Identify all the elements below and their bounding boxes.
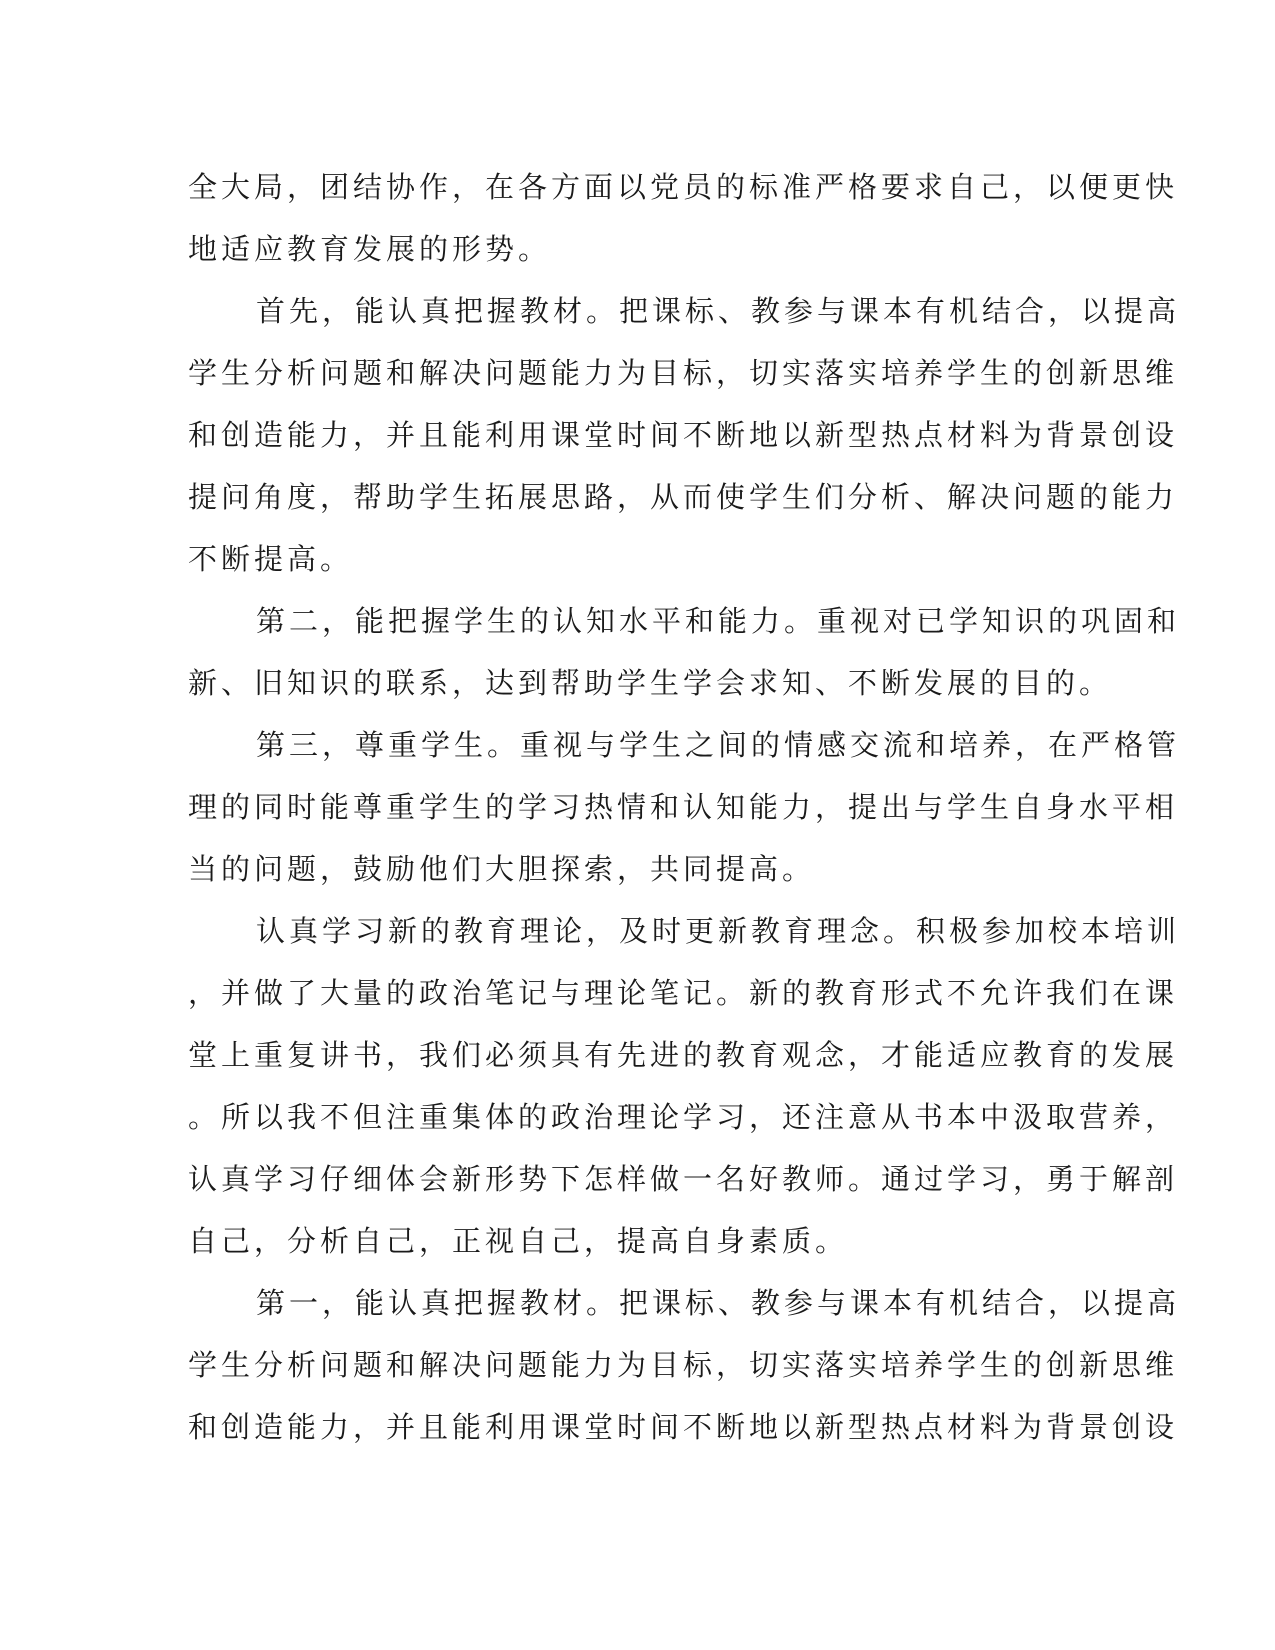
text-line: ，并做了大量的政治笔记与理论笔记。新的教育形式不允许我们在课 (188, 976, 1179, 1010)
paragraph-start-line: 认真学习新的教育理论，及时更新教育理念。积极参加校本培训 (256, 914, 1181, 948)
text-line: 提问角度，帮助学生拓展思路，从而使学生们分析、解决问题的能力 (188, 480, 1179, 514)
text-line: 全大局，团结协作，在各方面以党员的标准严格要求自己，以便更快 (188, 170, 1179, 204)
text-line: 和创造能力，并且能利用课堂时间不断地以新型热点材料为背景创设 (188, 1410, 1179, 1444)
body-text (188, 156, 1181, 1458)
paragraph-start-line: 第三，尊重学生。重视与学生之间的情感交流和培养，在严格管 (256, 728, 1181, 762)
paragraph-start-line: 第一，能认真把握教材。把课标、教参与课本有机结合，以提高 (256, 1286, 1181, 1320)
text-line: 当的问题，鼓励他们大胆探索，共同提高。 (188, 852, 816, 886)
text-line: 不断提高。 (188, 542, 354, 576)
text-line: 自己，分析自己，正视自己，提高自身素质。 (188, 1224, 849, 1258)
text-line: 地适应教育发展的形势。 (188, 232, 552, 266)
paragraph-start-line: 首先，能认真把握教材。把课标、教参与课本有机结合，以提高 (256, 294, 1181, 328)
paragraph-start-line: 第二，能把握学生的认知水平和能力。重视对已学知识的巩固和 (256, 604, 1181, 638)
text-line: 认真学习仔细体会新形势下怎样做一名好教师。通过学习，勇于解剖 (188, 1162, 1179, 1196)
text-line: 新、旧知识的联系，达到帮助学生学会求知、不断发展的目的。 (188, 666, 1113, 700)
text-line: 。所以我不但注重集体的政治理论学习，还注意从书本中汲取营养， (188, 1100, 1179, 1134)
text-line: 理的同时能尊重学生的学习热情和认知能力，提出与学生自身水平相 (188, 790, 1179, 824)
text-line: 和创造能力，并且能利用课堂时间不断地以新型热点材料为背景创设 (188, 418, 1179, 452)
text-line: 学生分析问题和解决问题能力为目标，切实落实培养学生的创新思维 (188, 1348, 1179, 1382)
text-line: 学生分析问题和解决问题能力为目标，切实落实培养学生的创新思维 (188, 356, 1179, 390)
text-line: 堂上重复讲书，我们必须具有先进的教育观念，才能适应教育的发展 (188, 1038, 1179, 1072)
